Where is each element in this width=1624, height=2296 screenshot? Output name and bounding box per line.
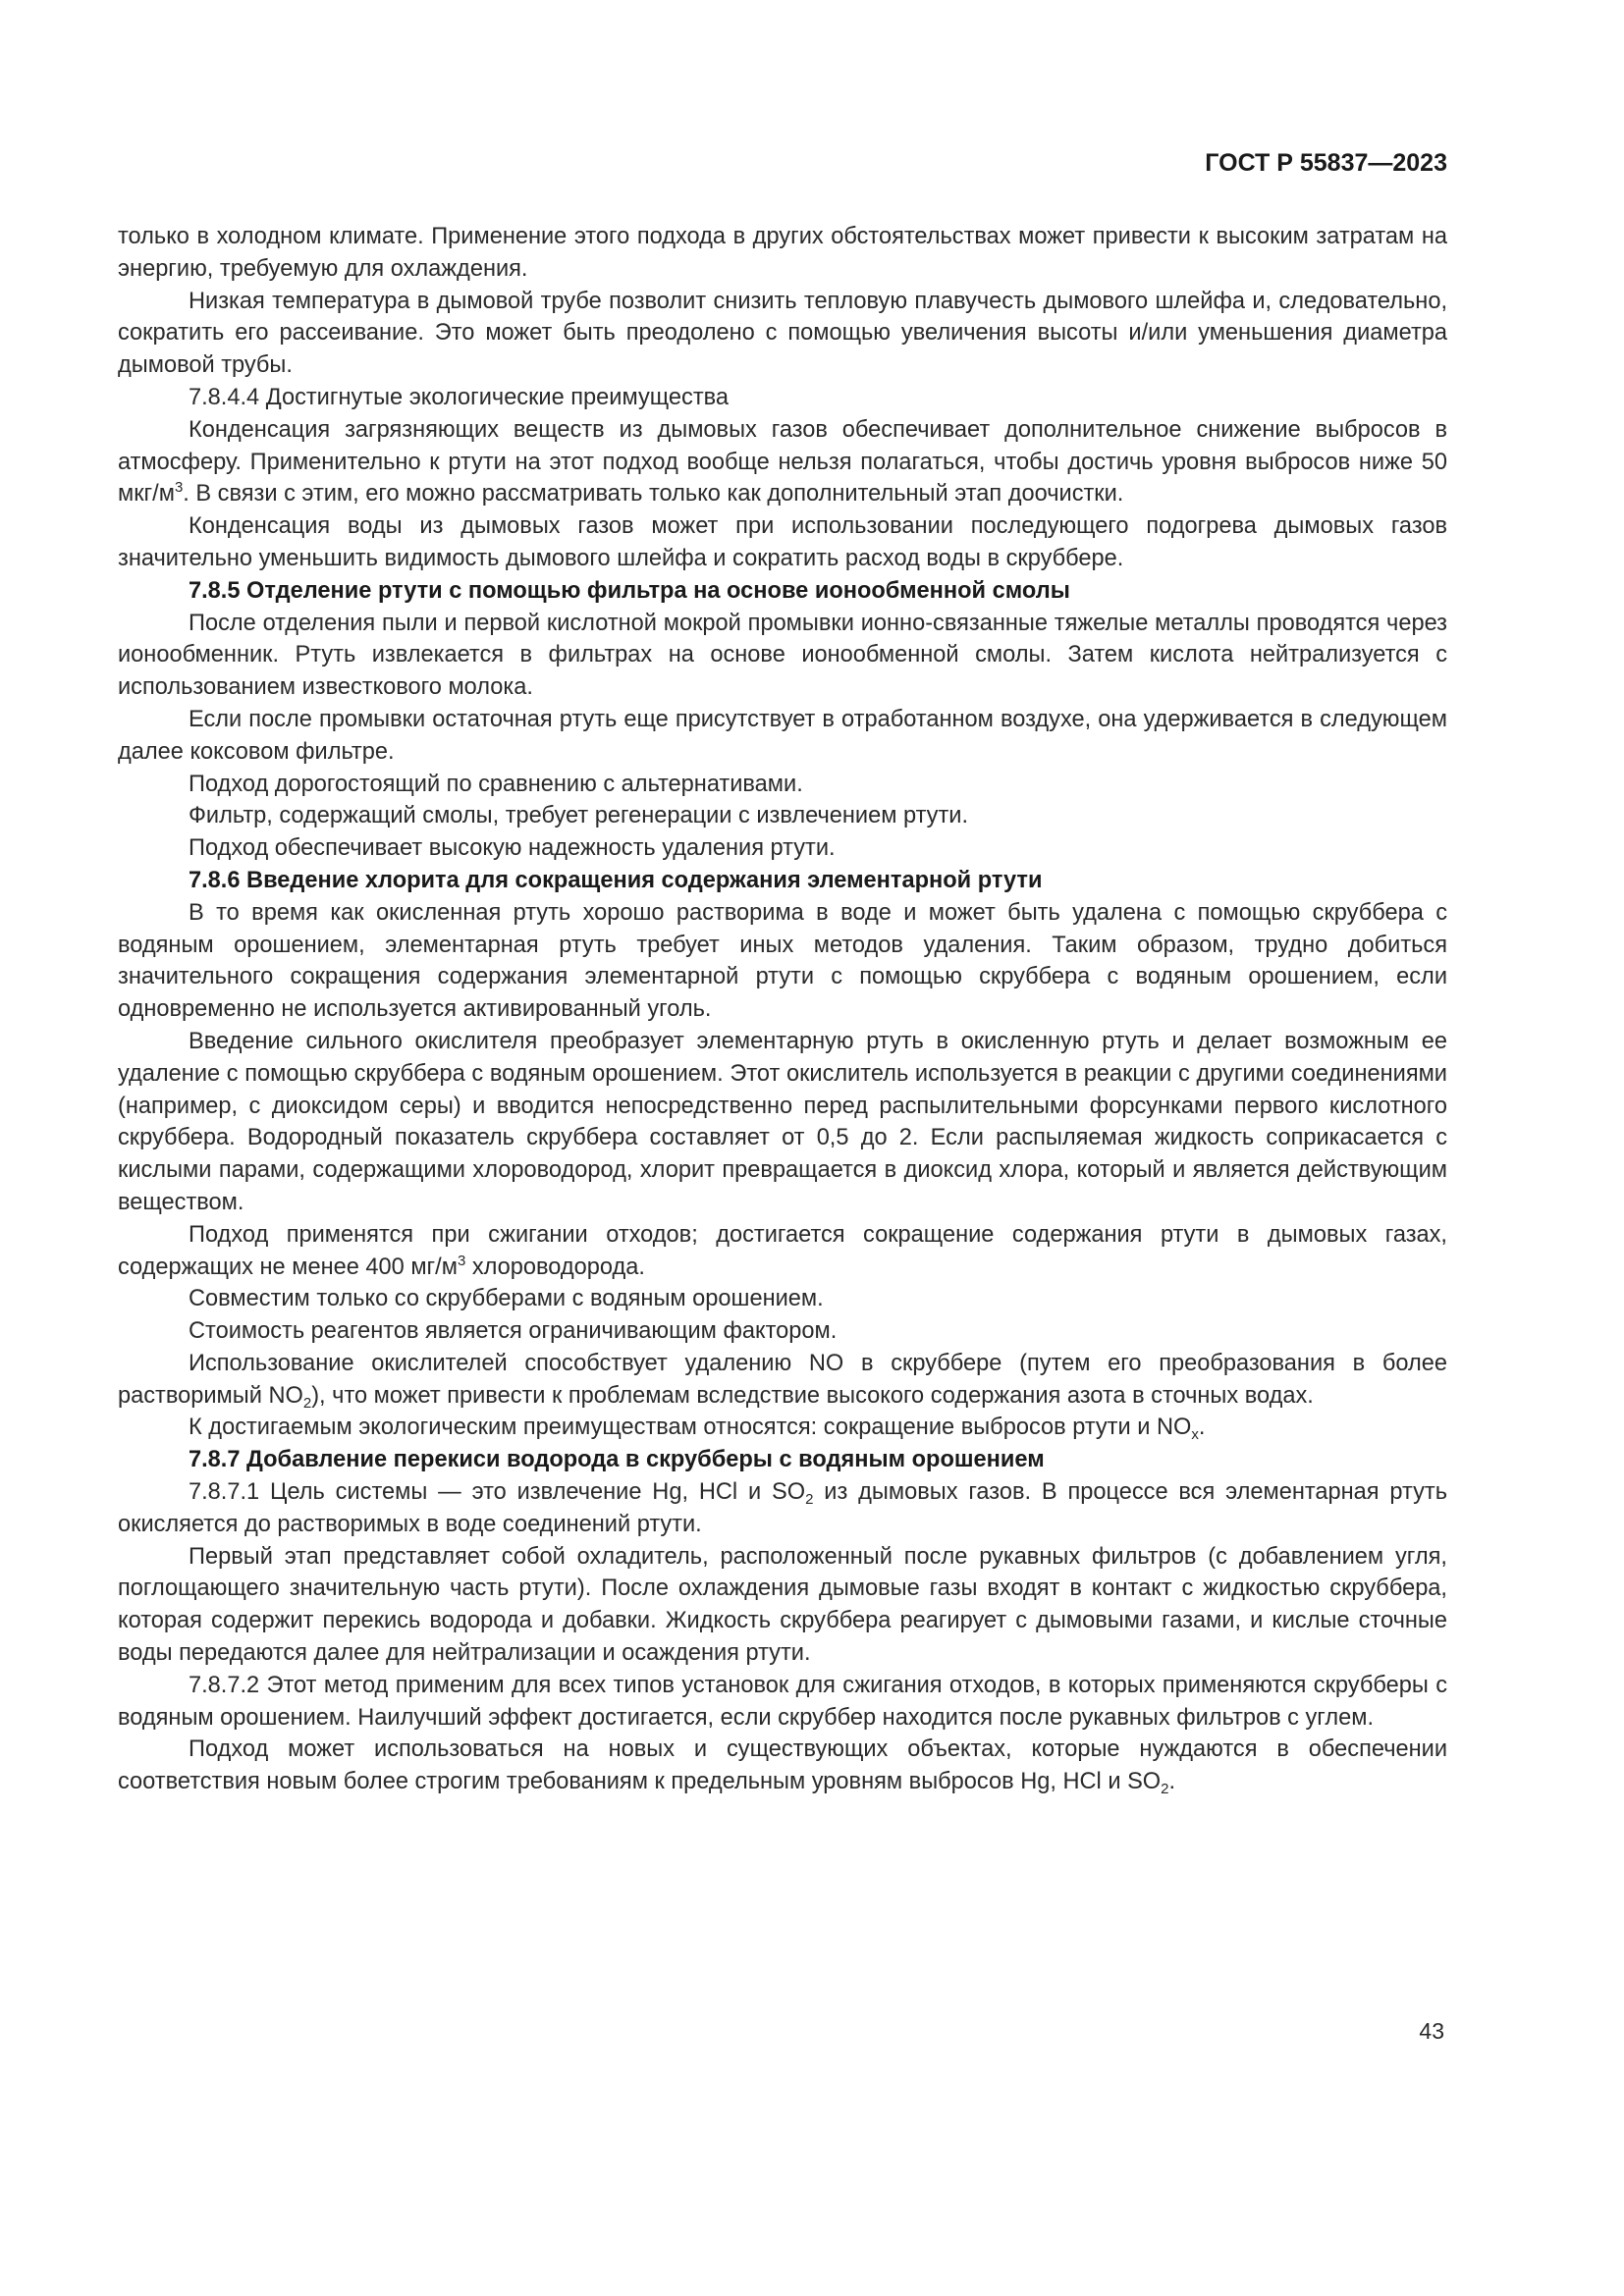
paragraph: Подход может использоваться на новых и существующих объектах, которые нуждаются в обеспечении соответствия новым более строгим требованиям к предельным уровням выбросов Hg, HCl и $SO_2$. — [118, 1736, 1447, 1798]
document-header: ГОСТ Р 55837—2023 — [1205, 149, 1447, 177]
paragraph: Подход применятся при сжигании отходов; достигается сокращение содержания ртути в дымовых газах, содержащих не менее 400 $мг/м^3$ хлороводорода. — [118, 1221, 1447, 1280]
paragraph: 7.8.7.1 Цель системы — это извлечение Hg, HCl и $SO_2$ из дымовых газов. В процессе вся элементарная ртуть окисляется до растворимых в воде соединений ртути. — [118, 1479, 1447, 1537]
paragraph: Подход обеспечивает высокую надежность удаления ртути. — [189, 835, 836, 862]
paragraph: Первый этап представляет собой охладитель, расположенный после рукавных фильтров (с добавлением угля, поглощающего значительную часть ртути). После охлаждения дымовые газы входят в контакт с жидкостью скруббера, которая содержит перекись водорода и добавки. Жидкость скруббера реагирует с дымовыми газами, и кислые сточные воды передаются далее для нейтрализации и осаждения ртути. — [118, 1543, 1447, 1667]
paragraph: Стоимость реагентов является ограничивающим фактором. — [189, 1318, 838, 1345]
paragraph: только в холодном климате. Применение этого подхода в других обстоятельствах может привести к высоким затратам на энергию, требуемую для охлаждения. — [118, 224, 1447, 282]
paragraph: К достигаемым экологическим преимуществам относятся: сокращение выбросов ртути и $NO_x$. — [189, 1415, 1206, 1444]
paragraph: Фильтр, содержащий смолы, требует регенерации с извлечением ртути. — [189, 803, 968, 829]
paragraph: После отделения пыли и первой кислотной мокрой промывки ионно-связанные тяжелые металлы проводятся через ионообменник. Ртуть извлекается в фильтрах на основе ионообменной смолы. Затем кислота нейтрализуется с использованием известкового молока. — [118, 610, 1447, 701]
paragraph: Использование окислителей способствует удалению NO в скруббере (путем его преобразования в более растворимый $NO_2$), что может привести к проблемам вследствие высокого содержания азота в сточных водах. — [118, 1350, 1447, 1412]
paragraph: Введение сильного окислителя преобразует элементарную ртуть в окисленную ртуть и делает возможным ее удаление с помощью скруббера с водяным орошением. Этот окислитель используется в реакции с другими соединениями (например, с диоксидом серы) и вводится непосредственно перед распылительными форсунками первого кислотного скруббера. Водородный показатель скруббера составляет от 0,5 до 2. Если распыляемая жидкость соприкасается с кислыми парами, содержащими хлороводород, хлорит превращается в диоксид хлора, который и является действующим веществом. — [118, 1028, 1447, 1215]
paragraph: Низкая температура в дымовой трубе позволит снизить тепловую плавучесть дымового шлейфа и, следовательно, сократить его рассеивание. Это может быть преодолено с помощью увеличения высоты и/или уменьшения диаметра дымовой трубы. — [118, 288, 1447, 379]
section-heading: 7.8.7 Добавление перекиси водорода в скрубберы с водяным орошением — [189, 1447, 1045, 1473]
subsection-title: 7.8.4.4 Достигнутые экологические преимущества — [189, 384, 730, 410]
paragraph: Если после промывки остаточная ртуть еще присутствует в отработанном воздухе, она удерживается в следующем далее коксовом фильтре. — [118, 706, 1447, 765]
page-number: 43 — [1419, 2018, 1444, 2044]
paragraph: В то время как окисленная ртуть хорошо растворима в воде и может быть удалена с помощью скруббера с водяным орошением, элементарная ртуть требует иных методов удаления. Таким образом, трудно добиться значительного сокращения содержания элементарной ртути с помощью скруббера с водяным орошением, если одновременно не используется активированный уголь. — [118, 899, 1447, 1023]
section-heading: 7.8.6 Введение хлорита для сокращения содержания элементарной ртути — [189, 867, 1043, 893]
paragraph: 7.8.7.2 Этот метод применим для всех типов установок для сжигания отходов, в которых применяются скрубберы с водяным орошением. Наилучший эффект достигается, если скруббер находится после рукавных фильтров с углем. — [118, 1672, 1447, 1731]
paragraph: Подход дорогостоящий по сравнению с альтернативами. — [189, 771, 803, 797]
section-heading: 7.8.5 Отделение ртути с помощью фильтра на основе ионообменной смолы — [189, 577, 1070, 604]
document-body — [118, 221, 1447, 1798]
paragraph: Конденсация воды из дымовых газов может при использовании последующего подогрева дымовых газов значительно уменьшить видимость дымового шлейфа и сократить расход воды в скруббере. — [118, 513, 1447, 571]
paragraph: Совместим только со скрубберами с водяным орошением. — [189, 1286, 824, 1312]
paragraph: Конденсация загрязняющих веществ из дымовых газов обеспечивает дополнительное снижение выбросов в атмосферу. Применительно к ртути на этот подход вообще нельзя полагаться, чтобы достичь уровня выбросов ниже 50 мкг/$м^3$. В связи с этим, его можно рассматривать только как дополнительный этап доочистки. — [118, 416, 1447, 507]
